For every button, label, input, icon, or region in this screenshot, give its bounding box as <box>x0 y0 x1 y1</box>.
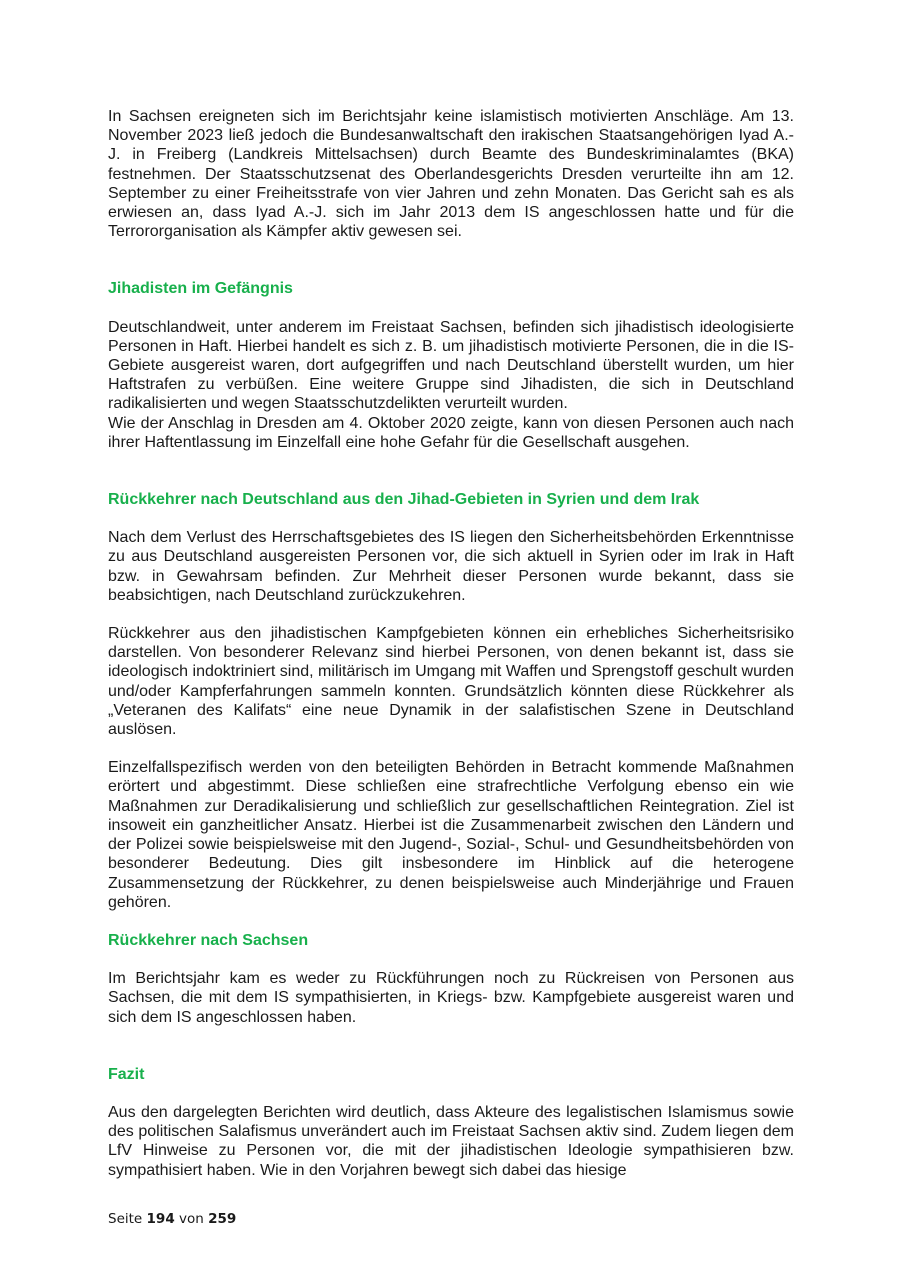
footer-total-pages: 259 <box>208 1211 237 1227</box>
section-sachsen-paragraph-1: Im Berichtsjahr kam es weder zu Rückführungen noch zu Rückreisen von Personen aus Sachsen, die mit dem IS sympathisierten, in Kriegs- bzw. Kampfgebiete ausgereist waren und sich dem IS angeschlossen haben. <box>108 970 794 1026</box>
section-jihadisten-paragraph-1: Deutschlandweit, unter anderem im Freistaat Sachsen, befinden sich jihadistisch ideologisierte Personen in Haft. Hierbei handelt es sich z. B. um jihadistisch motivierte Personen, die in die IS-Gebiete ausgereist waren, dort aufgegriffen und nach Deutschland überstellt wurden, um hier Haftstrafen zu verbüßen. Eine weitere Gruppe sind Jihadisten, die sich in Deutschland radikalisierten und wegen Staatsschutzdelikten verurteilt wurden. <box>108 318 794 413</box>
section-heading-rueckkehrer-sachsen: Rückkehrer nach Sachsen <box>108 931 309 949</box>
section-heading-fazit: Fazit <box>108 1065 145 1083</box>
document-body <box>108 107 794 1180</box>
section-heading-rueckkehrer-deutschland: Rückkehrer nach Deutschland aus den Jihad-Gebieten in Syrien und dem Irak <box>108 491 700 509</box>
footer-separator: von <box>179 1211 204 1227</box>
section-rueckkehrer-paragraph-3: Einzelfallspezifisch werden von den beteiligten Behörden in Betracht kommende Maßnahmen erörtert und abgestimmt. Diese schließen eine strafrechtliche Verfolgung ebenso ein wie Maßnahmen zur Deradikalisierung und schließlich zur gesellschaftlichen Reintegration. Ziel ist insoweit ein ganzheitlicher Ansatz. Hierbei ist die Zusammenarbeit zwischen den Ländern und der Polizei sowie beispielsweise mit den Jugend-, Sozial-, Schul- und Gesundheitsbehörden von besonderer Bedeutung. Dies gilt insbesondere im Hinblick auf die heterogene Zusammensetzung der Rückkehrer, zu denen beispielsweise auch Minderjährige und Frauen gehören. <box>108 759 794 911</box>
footer-prefix: Seite <box>108 1211 143 1227</box>
intro-paragraph: In Sachsen ereigneten sich im Berichtsjahr keine islamistisch motivierten Anschläge. Am 13. November 2023 ließ jedoch die Bundesanwaltschaft den irakischen Staatsangehörigen Iyad A.-J. in Freiberg (Landkreis Mittelsachsen) durch Beamte des Bundeskriminalamtes (BKA) festnehmen. Der Staatsschutzsenat des Oberlandesgerichts Dresden verurteilte ihn am 12. September zu einer Freiheitsstrafe von vier Jahren und zehn Monaten. Das Gericht sah es als erwiesen an, dass Iyad A.-J. sich im Jahr 2013 dem IS angeschlossen hatte und für die Terrororganisation als Kämpfer aktiv gewesen sei. <box>108 108 794 241</box>
section-heading-jihadisten: Jihadisten im Gefängnis <box>108 280 293 298</box>
section-fazit-paragraph-1: Aus den dargelegten Berichten wird deutlich, dass Akteure des legalistischen Islamismus sowie des politischen Salafismus unverändert auch im Freistaat Sachsen aktiv sind. Zudem liegen dem LfV Hinweise zu Personen vor, die mit der jihadistischen Ideologie sympathisieren bzw. sympathisiert haben. Wie in den Vorjahren bewegt sich dabei das hiesige <box>108 1103 794 1179</box>
footer-page-number: 194 <box>146 1211 175 1227</box>
section-rueckkehrer-paragraph-2: Rückkehrer aus den jihadistischen Kampfgebieten können ein erhebliches Sicherheitsrisiko darstellen. Von besonderer Relevanz sind hierbei Personen, von denen bekannt ist, dass sie ideologisch indoktriniert sind, militärisch im Umgang mit Waffen und Sprengstoff geschult wurden und/oder Kampferfahrungen sammeln konnten. Grundsätzlich könnten diese Rückkehrer als „Veteranen des Kalifats“ eine neue Dynamik in der salafistischen Szene in Deutschland auslösen. <box>108 625 794 739</box>
page-footer <box>108 1211 236 1227</box>
section-rueckkehrer-paragraph-1: Nach dem Verlust des Herrschaftsgebietes des IS liegen den Sicherheitsbehörden Erkenntnisse zu aus Deutschland ausgereisten Personen vor, die sich aktuell in Syrien oder im Irak in Haft bzw. in Gewahrsam befinden. Zur Mehrheit dieser Personen wurde bekannt, dass sie beabsichtigen, nach Deutschland zurückzukehren. <box>108 529 794 604</box>
section-jihadisten-paragraph-2: Wie der Anschlag in Dresden am 4. Oktober 2020 zeigte, kann von diesen Personen auch nach ihrer Haftentlassung im Einzelfall eine hohe Gefahr für die Gesellschaft ausgehen. <box>108 414 794 451</box>
